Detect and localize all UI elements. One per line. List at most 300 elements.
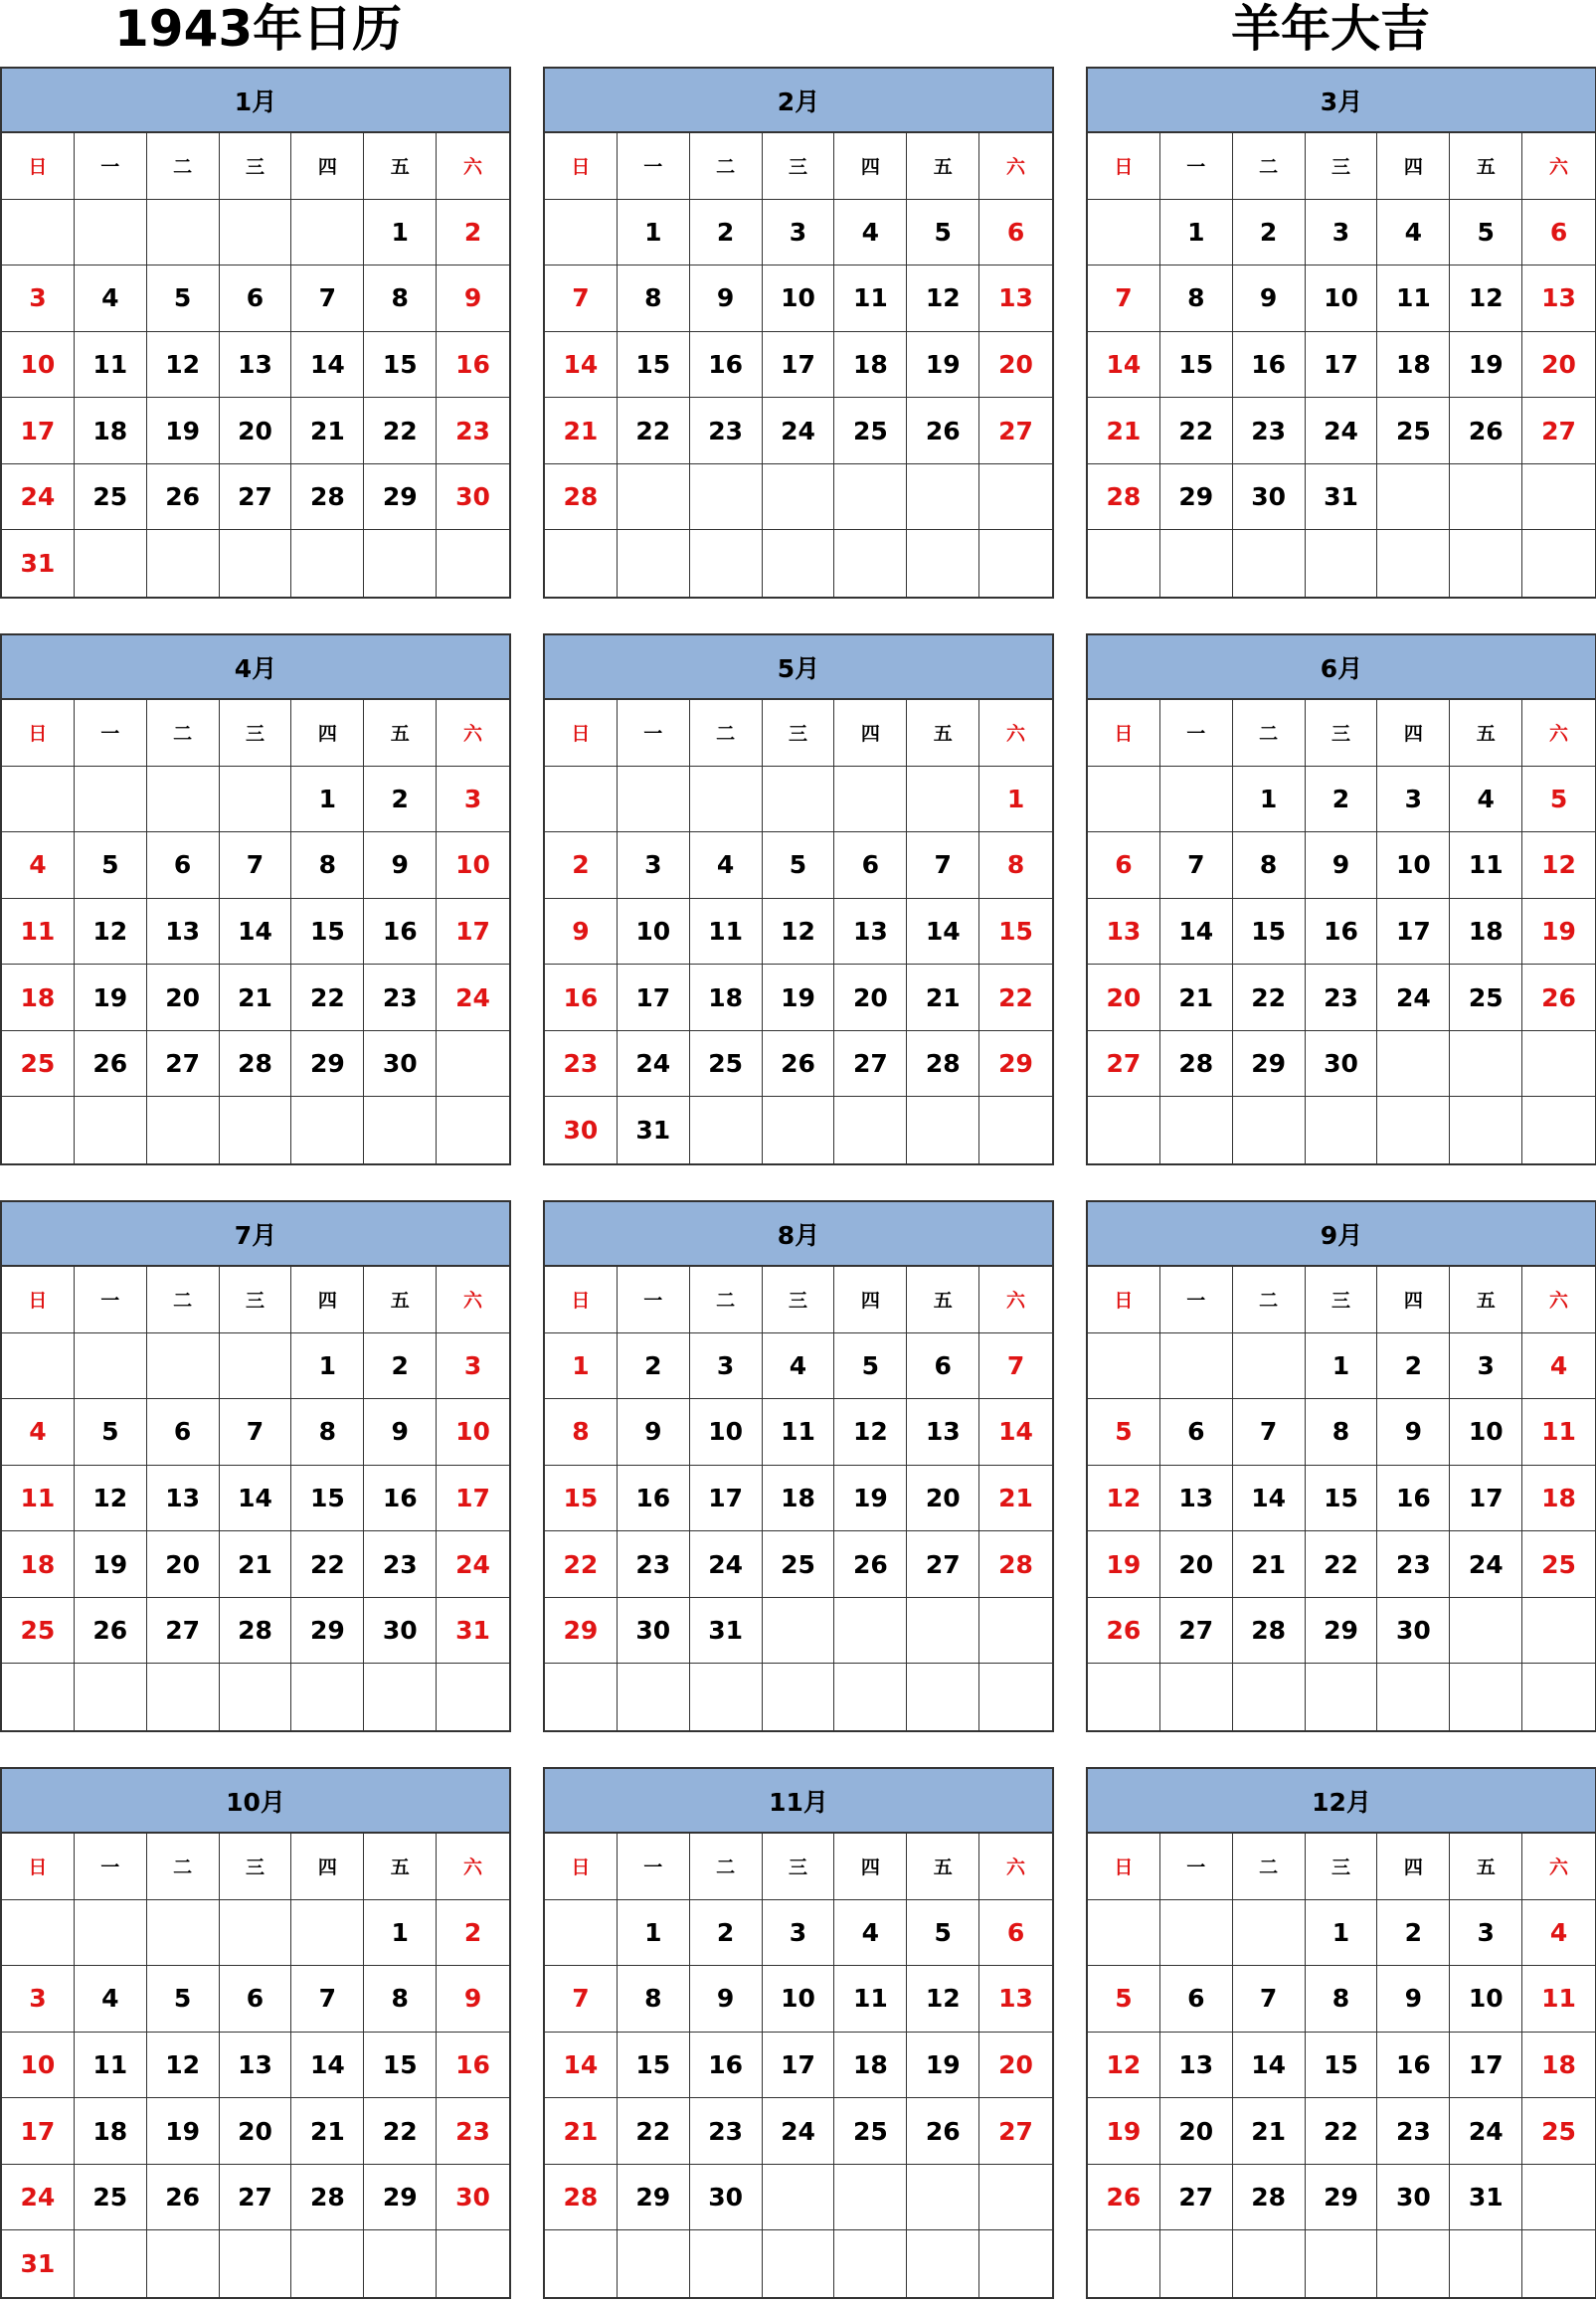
day-cell: 24 bbox=[1450, 2098, 1522, 2165]
empty-day-cell bbox=[364, 530, 437, 597]
day-cell: 23 bbox=[437, 398, 509, 464]
weekday-label: 六 bbox=[979, 1267, 1052, 1333]
day-cell: 3 bbox=[2, 1966, 75, 2033]
day-cell: 13 bbox=[834, 899, 907, 966]
weekday-label: 一 bbox=[618, 133, 690, 200]
empty-day-cell bbox=[220, 767, 292, 833]
weekday-label: 三 bbox=[220, 1267, 292, 1333]
empty-day-cell bbox=[1450, 464, 1522, 531]
month-grid bbox=[0, 700, 511, 1165]
month-title: 6月 bbox=[1086, 633, 1596, 700]
empty-day-cell bbox=[1088, 767, 1160, 833]
empty-day-cell bbox=[291, 1900, 364, 1967]
day-cell: 31 bbox=[618, 1097, 690, 1163]
day-cell: 13 bbox=[220, 2033, 292, 2099]
day-cell: 11 bbox=[1522, 1966, 1595, 2033]
day-cell: 9 bbox=[1233, 266, 1306, 332]
weekday-label: 三 bbox=[763, 1834, 835, 1900]
day-cell: 10 bbox=[1306, 266, 1378, 332]
day-cell: 1 bbox=[364, 200, 437, 266]
day-cell: 16 bbox=[1377, 2033, 1450, 2099]
day-cell: 21 bbox=[545, 2098, 618, 2165]
day-cell: 10 bbox=[1450, 1966, 1522, 2033]
weekday-label: 二 bbox=[1233, 1834, 1306, 1900]
day-cell: 15 bbox=[291, 1466, 364, 1532]
day-cell: 19 bbox=[834, 1466, 907, 1532]
empty-day-cell bbox=[763, 2230, 835, 2297]
day-cell: 4 bbox=[1522, 1900, 1595, 1967]
day-cell: 22 bbox=[1306, 1531, 1378, 1598]
day-cell: 26 bbox=[1088, 1598, 1160, 1665]
weekday-label: 五 bbox=[907, 1834, 979, 1900]
day-cell: 21 bbox=[1233, 2098, 1306, 2165]
day-cell: 19 bbox=[1088, 2098, 1160, 2165]
day-cell: 17 bbox=[763, 2033, 835, 2099]
empty-day-cell bbox=[979, 2230, 1052, 2297]
empty-day-cell bbox=[545, 1664, 618, 1730]
day-cell: 6 bbox=[147, 1399, 220, 1466]
day-cell: 18 bbox=[75, 398, 147, 464]
day-cell: 14 bbox=[1233, 2033, 1306, 2099]
empty-day-cell bbox=[618, 464, 690, 531]
day-cell: 1 bbox=[545, 1333, 618, 1400]
weekday-label: 五 bbox=[1450, 133, 1522, 200]
day-cell: 10 bbox=[1450, 1399, 1522, 1466]
empty-day-cell bbox=[979, 1097, 1052, 1163]
day-cell: 29 bbox=[1233, 1031, 1306, 1098]
empty-day-cell bbox=[1088, 530, 1160, 597]
day-cell: 10 bbox=[2, 332, 75, 399]
day-cell: 28 bbox=[1233, 1598, 1306, 1665]
weekday-label: 一 bbox=[75, 700, 147, 767]
day-cell: 6 bbox=[1160, 1966, 1233, 2033]
day-cell: 26 bbox=[1088, 2165, 1160, 2231]
day-cell: 13 bbox=[1522, 266, 1595, 332]
empty-day-cell bbox=[1377, 2230, 1450, 2297]
day-cell: 16 bbox=[618, 1466, 690, 1532]
day-cell: 29 bbox=[1306, 2165, 1378, 2231]
empty-day-cell bbox=[690, 1097, 763, 1163]
day-cell: 26 bbox=[75, 1598, 147, 1665]
empty-day-cell bbox=[1522, 1598, 1595, 1665]
day-cell: 19 bbox=[1522, 899, 1595, 966]
day-cell: 22 bbox=[979, 965, 1052, 1031]
weekday-label: 三 bbox=[763, 700, 835, 767]
month-grid bbox=[0, 1834, 511, 2299]
weekday-label: 四 bbox=[291, 1834, 364, 1900]
empty-day-cell bbox=[1450, 530, 1522, 597]
day-cell: 23 bbox=[364, 1531, 437, 1598]
month-title: 8月 bbox=[543, 1200, 1054, 1267]
day-cell: 25 bbox=[834, 2098, 907, 2165]
day-cell: 8 bbox=[291, 1399, 364, 1466]
empty-day-cell bbox=[1522, 530, 1595, 597]
day-cell: 26 bbox=[75, 1031, 147, 1098]
day-cell: 13 bbox=[907, 1399, 979, 1466]
day-cell: 25 bbox=[1450, 965, 1522, 1031]
day-cell: 27 bbox=[834, 1031, 907, 1098]
day-cell: 16 bbox=[545, 965, 618, 1031]
day-cell: 22 bbox=[545, 1531, 618, 1598]
empty-day-cell bbox=[2, 1097, 75, 1163]
day-cell: 26 bbox=[147, 464, 220, 531]
day-cell: 16 bbox=[437, 2033, 509, 2099]
day-cell: 30 bbox=[1306, 1031, 1378, 1098]
day-cell: 5 bbox=[907, 1900, 979, 1967]
day-cell: 25 bbox=[834, 398, 907, 464]
day-cell: 12 bbox=[1088, 1466, 1160, 1532]
day-cell: 17 bbox=[1306, 332, 1378, 399]
empty-day-cell bbox=[618, 530, 690, 597]
day-cell: 3 bbox=[1306, 200, 1378, 266]
weekday-label: 日 bbox=[545, 1267, 618, 1333]
day-cell: 31 bbox=[2, 2230, 75, 2297]
empty-day-cell bbox=[75, 1900, 147, 1967]
day-cell: 18 bbox=[75, 2098, 147, 2165]
day-cell: 2 bbox=[437, 200, 509, 266]
empty-day-cell bbox=[291, 200, 364, 266]
day-cell: 1 bbox=[1160, 200, 1233, 266]
month-grid bbox=[543, 133, 1054, 599]
day-cell: 28 bbox=[1088, 464, 1160, 531]
day-cell: 25 bbox=[763, 1531, 835, 1598]
day-cell: 27 bbox=[1522, 398, 1595, 464]
weekday-label: 一 bbox=[75, 1834, 147, 1900]
day-cell: 28 bbox=[291, 2165, 364, 2231]
month-grid bbox=[1086, 700, 1596, 1165]
day-cell: 13 bbox=[1160, 1466, 1233, 1532]
empty-day-cell bbox=[1522, 464, 1595, 531]
day-cell: 6 bbox=[1160, 1399, 1233, 1466]
day-cell: 14 bbox=[979, 1399, 1052, 1466]
empty-day-cell bbox=[907, 1664, 979, 1730]
empty-day-cell bbox=[1377, 1664, 1450, 1730]
weekday-label: 二 bbox=[690, 1267, 763, 1333]
day-cell: 8 bbox=[618, 1966, 690, 2033]
day-cell: 14 bbox=[1088, 332, 1160, 399]
weekday-label: 日 bbox=[545, 700, 618, 767]
day-cell: 15 bbox=[1160, 332, 1233, 399]
day-cell: 28 bbox=[291, 464, 364, 531]
day-cell: 24 bbox=[1450, 1531, 1522, 1598]
day-cell: 15 bbox=[618, 332, 690, 399]
month-calendar bbox=[1086, 1200, 1596, 1732]
day-cell: 22 bbox=[364, 398, 437, 464]
day-cell: 3 bbox=[763, 1900, 835, 1967]
day-cell: 21 bbox=[979, 1466, 1052, 1532]
day-cell: 28 bbox=[907, 1031, 979, 1098]
day-cell: 6 bbox=[907, 1333, 979, 1400]
empty-day-cell bbox=[690, 464, 763, 531]
empty-day-cell bbox=[1160, 767, 1233, 833]
day-cell: 25 bbox=[690, 1031, 763, 1098]
weekday-label: 二 bbox=[147, 1267, 220, 1333]
day-cell: 21 bbox=[220, 965, 292, 1031]
empty-day-cell bbox=[1160, 1664, 1233, 1730]
day-cell: 6 bbox=[220, 1966, 292, 2033]
day-cell: 5 bbox=[1088, 1399, 1160, 1466]
empty-day-cell bbox=[763, 1664, 835, 1730]
month-calendar bbox=[1086, 1767, 1596, 2299]
month-title: 12月 bbox=[1086, 1767, 1596, 1834]
empty-day-cell bbox=[291, 1664, 364, 1730]
weekday-label: 五 bbox=[1450, 1267, 1522, 1333]
day-cell: 30 bbox=[545, 1097, 618, 1163]
day-cell: 18 bbox=[1377, 332, 1450, 399]
day-cell: 19 bbox=[147, 2098, 220, 2165]
weekday-label: 二 bbox=[1233, 700, 1306, 767]
day-cell: 30 bbox=[1377, 1598, 1450, 1665]
empty-day-cell bbox=[364, 1097, 437, 1163]
day-cell: 11 bbox=[690, 899, 763, 966]
weekday-label: 三 bbox=[220, 133, 292, 200]
empty-day-cell bbox=[1306, 1664, 1378, 1730]
empty-day-cell bbox=[763, 2165, 835, 2231]
empty-day-cell bbox=[763, 1097, 835, 1163]
day-cell: 8 bbox=[1306, 1399, 1378, 1466]
month-calendar bbox=[1086, 633, 1596, 1165]
day-cell: 26 bbox=[763, 1031, 835, 1098]
weekday-label: 一 bbox=[1160, 1267, 1233, 1333]
empty-day-cell bbox=[75, 1097, 147, 1163]
day-cell: 16 bbox=[1306, 899, 1378, 966]
month-grid bbox=[1086, 1834, 1596, 2299]
day-cell: 8 bbox=[1306, 1966, 1378, 2033]
day-cell: 29 bbox=[364, 464, 437, 531]
day-cell: 22 bbox=[291, 965, 364, 1031]
day-cell: 21 bbox=[220, 1531, 292, 1598]
day-cell: 1 bbox=[618, 200, 690, 266]
day-cell: 4 bbox=[2, 832, 75, 899]
weekday-label: 六 bbox=[979, 700, 1052, 767]
day-cell: 20 bbox=[147, 965, 220, 1031]
day-cell: 7 bbox=[291, 1966, 364, 2033]
weekday-label: 四 bbox=[291, 700, 364, 767]
empty-day-cell bbox=[907, 464, 979, 531]
weekday-label: 五 bbox=[907, 700, 979, 767]
month-calendar bbox=[543, 67, 1054, 599]
day-cell: 29 bbox=[979, 1031, 1052, 1098]
day-cell: 14 bbox=[220, 899, 292, 966]
empty-day-cell bbox=[1233, 1664, 1306, 1730]
empty-day-cell bbox=[75, 2230, 147, 2297]
day-cell: 23 bbox=[1306, 965, 1378, 1031]
day-cell: 28 bbox=[220, 1598, 292, 1665]
day-cell: 16 bbox=[437, 332, 509, 399]
day-cell: 24 bbox=[437, 1531, 509, 1598]
day-cell: 12 bbox=[147, 332, 220, 399]
day-cell: 2 bbox=[1306, 767, 1378, 833]
day-cell: 13 bbox=[147, 1466, 220, 1532]
empty-day-cell bbox=[220, 530, 292, 597]
day-cell: 11 bbox=[2, 1466, 75, 1532]
day-cell: 8 bbox=[545, 1399, 618, 1466]
weekday-label: 日 bbox=[2, 133, 75, 200]
day-cell: 15 bbox=[1233, 899, 1306, 966]
empty-day-cell bbox=[1233, 1097, 1306, 1163]
day-cell: 11 bbox=[75, 332, 147, 399]
day-cell: 17 bbox=[618, 965, 690, 1031]
month-title: 9月 bbox=[1086, 1200, 1596, 1267]
month-title: 10月 bbox=[0, 1767, 511, 1834]
empty-day-cell bbox=[364, 1664, 437, 1730]
weekday-label: 二 bbox=[690, 1834, 763, 1900]
day-cell: 4 bbox=[2, 1399, 75, 1466]
month-grid bbox=[543, 1834, 1054, 2299]
day-cell: 10 bbox=[763, 1966, 835, 2033]
day-cell: 2 bbox=[545, 832, 618, 899]
day-cell: 3 bbox=[690, 1333, 763, 1400]
day-cell: 11 bbox=[834, 1966, 907, 2033]
day-cell: 10 bbox=[2, 2033, 75, 2099]
day-cell: 17 bbox=[1377, 899, 1450, 966]
empty-day-cell bbox=[1306, 2230, 1378, 2297]
day-cell: 5 bbox=[75, 1399, 147, 1466]
weekday-label: 四 bbox=[1377, 700, 1450, 767]
day-cell: 18 bbox=[763, 1466, 835, 1532]
day-cell: 9 bbox=[364, 832, 437, 899]
day-cell: 16 bbox=[364, 1466, 437, 1532]
day-cell: 9 bbox=[1377, 1966, 1450, 2033]
day-cell: 24 bbox=[1377, 965, 1450, 1031]
day-cell: 30 bbox=[1233, 464, 1306, 531]
day-cell: 2 bbox=[364, 767, 437, 833]
day-cell: 25 bbox=[1522, 1531, 1595, 1598]
day-cell: 29 bbox=[1160, 464, 1233, 531]
empty-day-cell bbox=[220, 2230, 292, 2297]
day-cell: 4 bbox=[834, 200, 907, 266]
day-cell: 4 bbox=[690, 832, 763, 899]
weekday-label: 五 bbox=[907, 133, 979, 200]
weekday-label: 六 bbox=[437, 1267, 509, 1333]
weekday-label: 一 bbox=[618, 1834, 690, 1900]
month-grid bbox=[1086, 1267, 1596, 1732]
day-cell: 2 bbox=[364, 1333, 437, 1400]
empty-day-cell bbox=[291, 1097, 364, 1163]
day-cell: 12 bbox=[1450, 266, 1522, 332]
weekday-label: 五 bbox=[364, 1267, 437, 1333]
weekday-label: 四 bbox=[1377, 1267, 1450, 1333]
weekday-label: 五 bbox=[364, 133, 437, 200]
day-cell: 25 bbox=[2, 1598, 75, 1665]
empty-day-cell bbox=[1088, 1900, 1160, 1967]
empty-day-cell bbox=[2, 767, 75, 833]
day-cell: 18 bbox=[834, 332, 907, 399]
day-cell: 18 bbox=[1522, 2033, 1595, 2099]
empty-day-cell bbox=[2, 1333, 75, 1400]
month-calendar bbox=[0, 1200, 511, 1732]
day-cell: 10 bbox=[437, 1399, 509, 1466]
day-cell: 15 bbox=[1306, 2033, 1378, 2099]
day-cell: 2 bbox=[1377, 1900, 1450, 1967]
day-cell: 3 bbox=[763, 200, 835, 266]
day-cell: 13 bbox=[1088, 899, 1160, 966]
day-cell: 28 bbox=[545, 464, 618, 531]
empty-day-cell bbox=[1377, 530, 1450, 597]
day-cell: 10 bbox=[618, 899, 690, 966]
day-cell: 18 bbox=[690, 965, 763, 1031]
empty-day-cell bbox=[1522, 1031, 1595, 1098]
weekday-label: 一 bbox=[1160, 700, 1233, 767]
day-cell: 31 bbox=[2, 530, 75, 597]
empty-day-cell bbox=[907, 2165, 979, 2231]
month-grid bbox=[0, 133, 511, 599]
day-cell: 14 bbox=[545, 332, 618, 399]
day-cell: 19 bbox=[75, 1531, 147, 1598]
empty-day-cell bbox=[1450, 1031, 1522, 1098]
day-cell: 9 bbox=[618, 1399, 690, 1466]
day-cell: 19 bbox=[1088, 1531, 1160, 1598]
day-cell: 21 bbox=[291, 2098, 364, 2165]
weekday-label: 二 bbox=[147, 133, 220, 200]
weekday-label: 日 bbox=[2, 1834, 75, 1900]
day-cell: 5 bbox=[907, 200, 979, 266]
day-cell: 18 bbox=[1450, 899, 1522, 966]
day-cell: 24 bbox=[763, 2098, 835, 2165]
day-cell: 19 bbox=[147, 398, 220, 464]
empty-day-cell bbox=[763, 530, 835, 597]
day-cell: 16 bbox=[364, 899, 437, 966]
day-cell: 3 bbox=[437, 1333, 509, 1400]
empty-day-cell bbox=[2, 1664, 75, 1730]
empty-day-cell bbox=[75, 1664, 147, 1730]
day-cell: 26 bbox=[907, 398, 979, 464]
day-cell: 6 bbox=[1088, 832, 1160, 899]
day-cell: 9 bbox=[690, 266, 763, 332]
weekday-label: 日 bbox=[1088, 700, 1160, 767]
weekday-label: 六 bbox=[979, 1834, 1052, 1900]
day-cell: 28 bbox=[220, 1031, 292, 1098]
day-cell: 16 bbox=[690, 332, 763, 399]
month-title: 11月 bbox=[543, 1767, 1054, 1834]
day-cell: 9 bbox=[437, 1966, 509, 2033]
empty-day-cell bbox=[1306, 1097, 1378, 1163]
day-cell: 13 bbox=[979, 1966, 1052, 2033]
day-cell: 17 bbox=[1450, 2033, 1522, 2099]
empty-day-cell bbox=[979, 1598, 1052, 1665]
month-title: 4月 bbox=[0, 633, 511, 700]
empty-day-cell bbox=[618, 2230, 690, 2297]
month-calendar bbox=[0, 633, 511, 1165]
day-cell: 23 bbox=[1377, 1531, 1450, 1598]
day-cell: 12 bbox=[834, 1399, 907, 1466]
empty-day-cell bbox=[437, 1031, 509, 1098]
day-cell: 27 bbox=[147, 1031, 220, 1098]
day-cell: 1 bbox=[291, 1333, 364, 1400]
day-cell: 4 bbox=[75, 266, 147, 332]
empty-day-cell bbox=[907, 1598, 979, 1665]
day-cell: 3 bbox=[1450, 1900, 1522, 1967]
day-cell: 11 bbox=[834, 266, 907, 332]
day-cell: 24 bbox=[2, 2165, 75, 2231]
month-grid bbox=[1086, 133, 1596, 599]
day-cell: 7 bbox=[291, 266, 364, 332]
day-cell: 7 bbox=[545, 266, 618, 332]
empty-day-cell bbox=[763, 767, 835, 833]
day-cell: 7 bbox=[220, 1399, 292, 1466]
empty-day-cell bbox=[618, 767, 690, 833]
day-cell: 20 bbox=[1522, 332, 1595, 399]
day-cell: 22 bbox=[364, 2098, 437, 2165]
day-cell: 23 bbox=[690, 2098, 763, 2165]
day-cell: 5 bbox=[1522, 767, 1595, 833]
weekday-label: 一 bbox=[618, 700, 690, 767]
empty-day-cell bbox=[545, 200, 618, 266]
day-cell: 2 bbox=[1377, 1333, 1450, 1400]
day-cell: 5 bbox=[147, 266, 220, 332]
day-cell: 12 bbox=[1522, 832, 1595, 899]
empty-day-cell bbox=[1306, 530, 1378, 597]
